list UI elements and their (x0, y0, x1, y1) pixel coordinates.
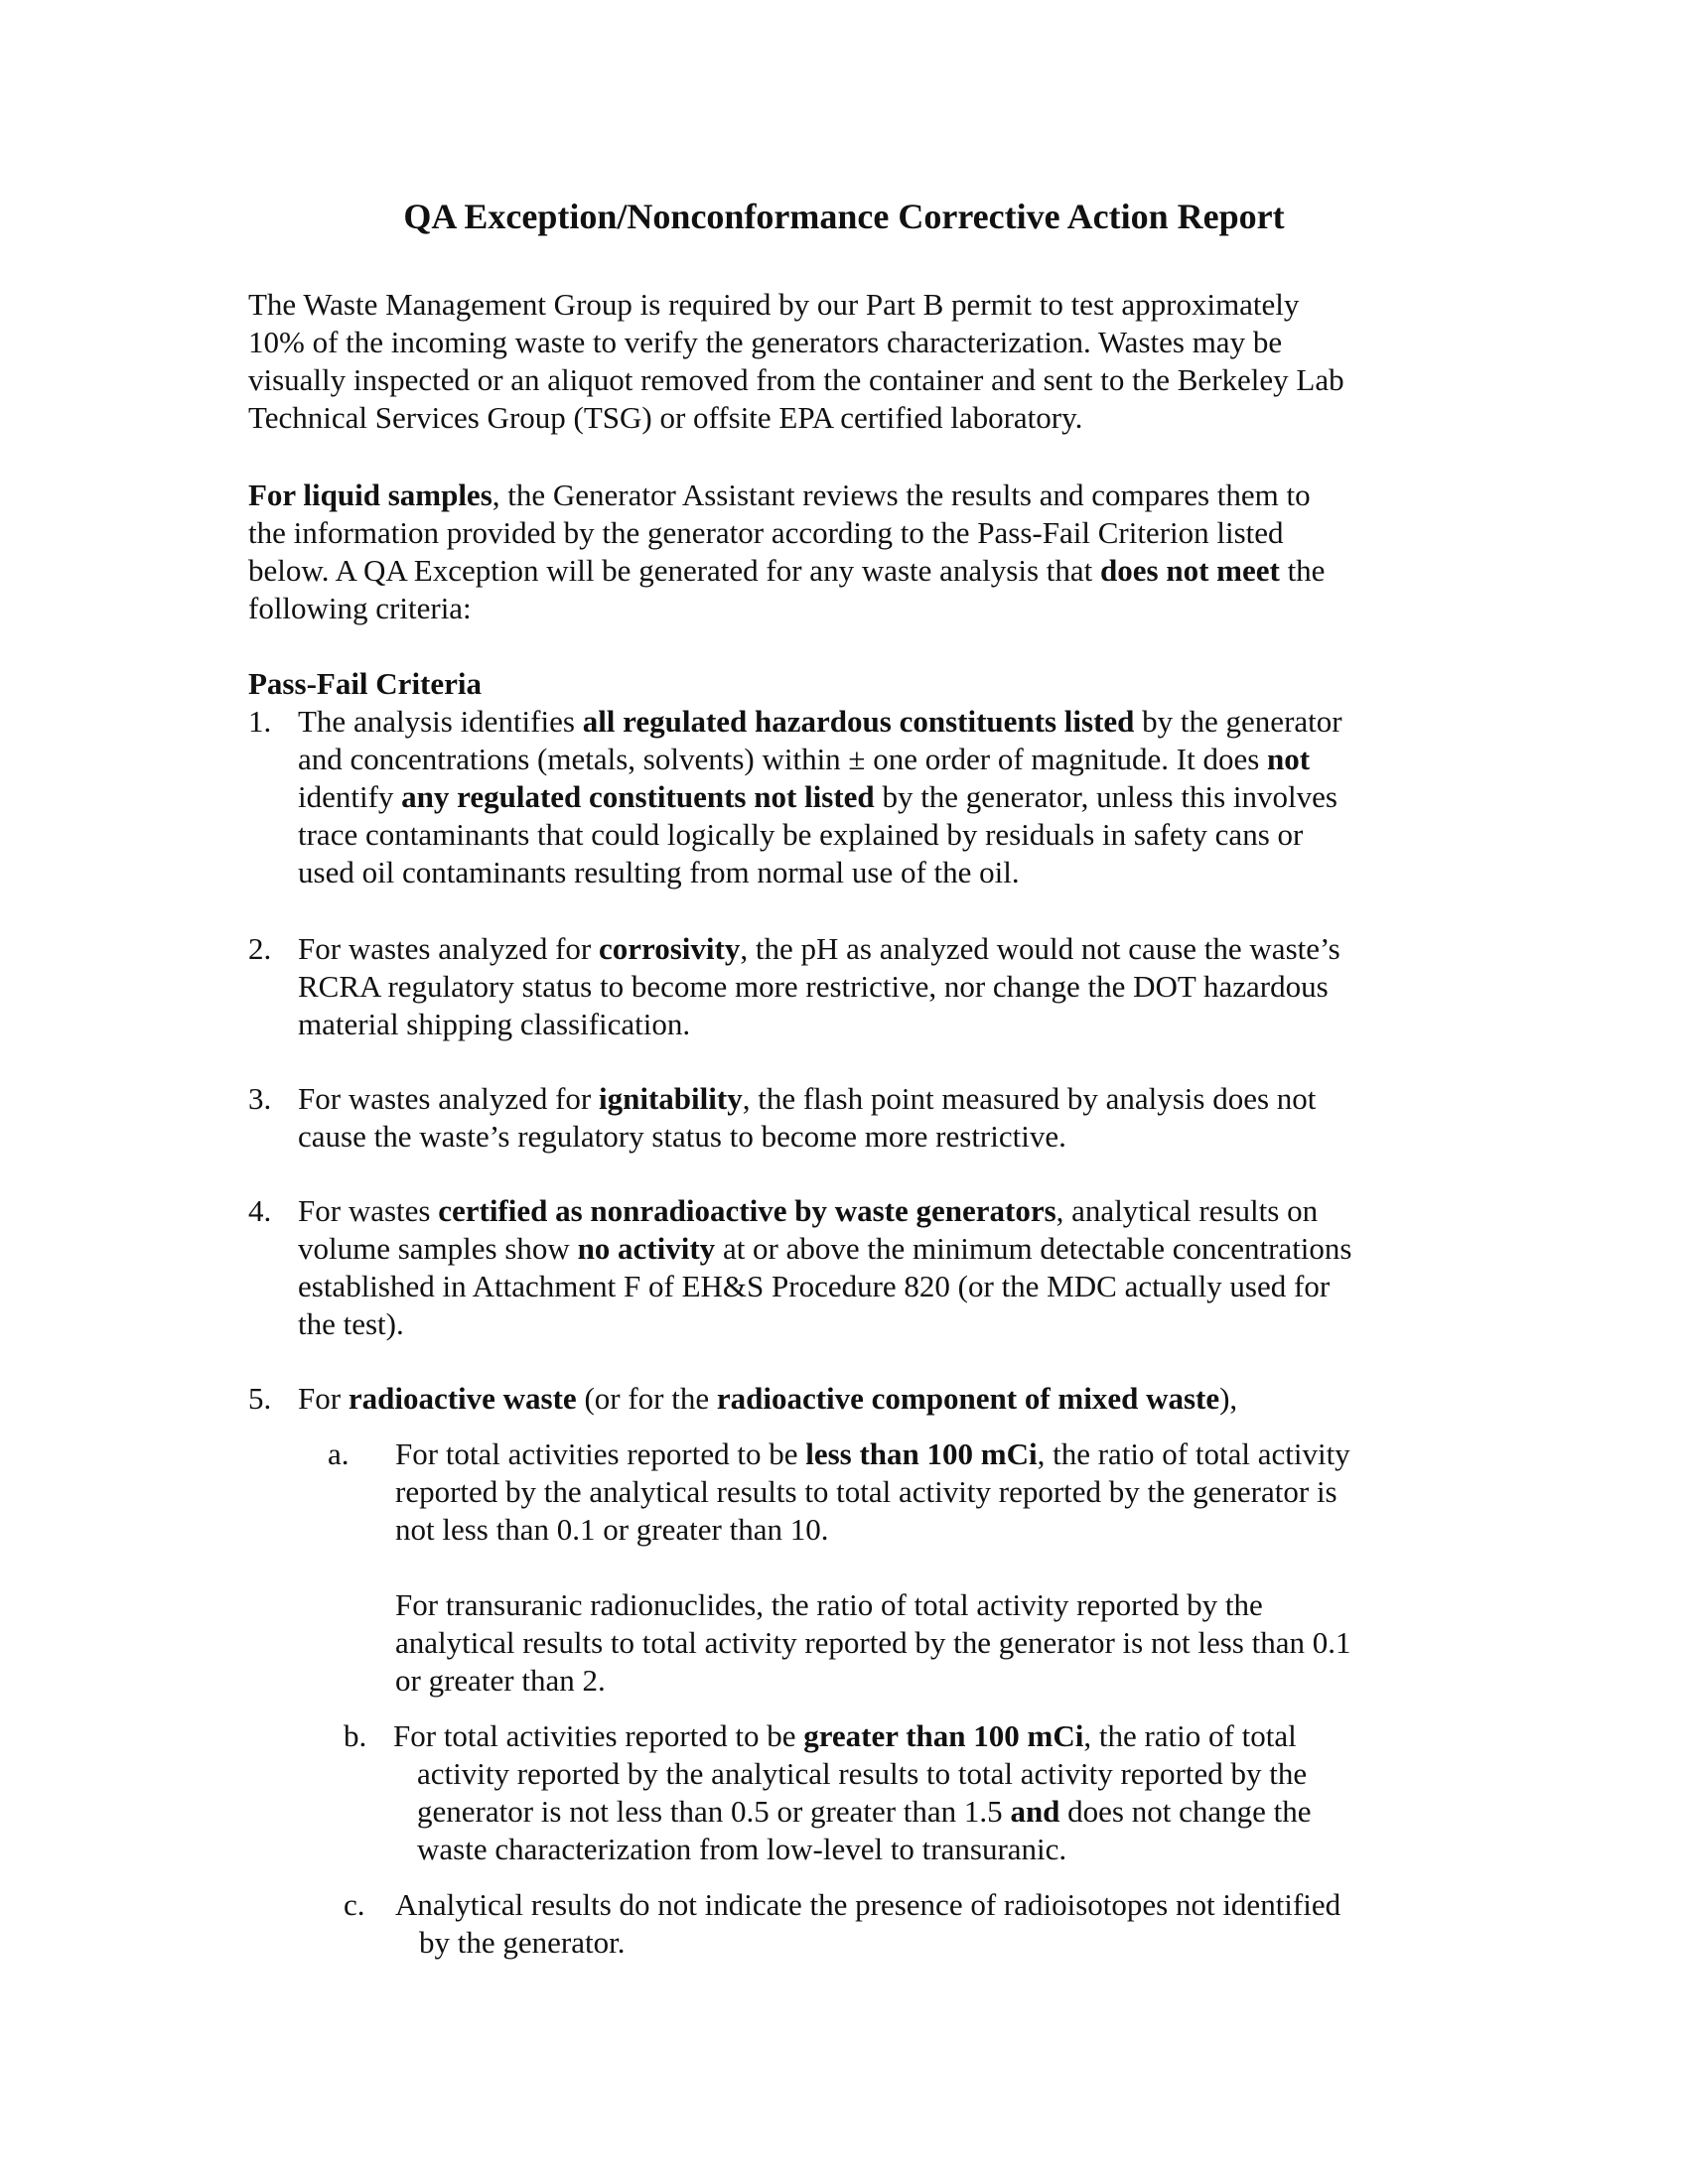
item-line: analytical results to total activity reported by the generator is not less than 0.1 (395, 1625, 1351, 1660)
subitem-label: a. (328, 1436, 350, 1471)
liquid-text: below. A QA Exception will be generated for any waste analysis that (248, 553, 1101, 588)
intro-line: Technical Services Group (TSG) or offsite EPA certified laboratory. (248, 400, 1083, 435)
item-line: used oil contaminants resulting from normal use of the oil. (298, 855, 1020, 889)
criteria-item-1 (298, 703, 1342, 891)
item-line: RCRA regulatory status to become more restrictive, nor change the DOT hazardous (298, 969, 1329, 1004)
item-bold: greater than 100 mCi (803, 1718, 1084, 1753)
liquid-text: the (1279, 553, 1326, 588)
item-bold: radioactive waste (348, 1381, 577, 1416)
item-number: 1. (248, 704, 272, 739)
item-line (298, 703, 1342, 741)
liquid-bold-lead: For liquid samples (248, 478, 492, 512)
item-number: 4. (248, 1193, 272, 1228)
criteria-heading (248, 665, 482, 703)
liquid-line (248, 477, 1325, 514)
intro-paragraph (248, 286, 1344, 437)
item-bold: ignitability (599, 1081, 743, 1116)
item-line (395, 1435, 1350, 1473)
page-title: QA Exception/Nonconformance Corrective Action Report (403, 197, 1285, 236)
item-text: , the pH as analyzed would not cause the waste’s (740, 931, 1340, 966)
item-text: does not change the (1059, 1794, 1312, 1829)
criteria-subitem-b (393, 1717, 1312, 1868)
item-text: , the ratio of total (1083, 1718, 1297, 1753)
item-number: 3. (248, 1081, 272, 1116)
item-text: The analysis identifies (298, 704, 583, 739)
item-line (298, 778, 1342, 816)
item-bold: all regulated hazardous constituents listed (582, 704, 1135, 739)
item-number: 5. (248, 1381, 272, 1416)
item-line (298, 741, 1342, 778)
item-text: ), (1219, 1381, 1238, 1416)
criteria-item-4 (298, 1192, 1352, 1343)
liquid-line (248, 552, 1325, 590)
item-text: by the generator, unless this involves (874, 779, 1337, 814)
item-text: (or for the (576, 1381, 717, 1416)
item-text: For total activities reported to be (395, 1436, 806, 1471)
item-line: reported by the analytical results to total activity reported by the generator is (395, 1474, 1337, 1509)
item-line: For transuranic radionuclides, the ratio of total activity reported by the (395, 1587, 1263, 1622)
item-line: waste characterization from low-level to transuranic. (417, 1832, 1067, 1866)
item-line: activity reported by the analytical results to total activity reported by the (417, 1756, 1308, 1791)
item-text: For wastes (298, 1193, 439, 1228)
item-line (393, 1793, 1312, 1831)
item-line: not less than 0.1 or greater than 10. (395, 1512, 829, 1547)
item-line (393, 1717, 1312, 1755)
item-text: For wastes analyzed for (298, 931, 600, 966)
item-text: and concentrations (metals, solvents) within ± one order of magnitude. It does (298, 742, 1268, 776)
item-line: the test). (298, 1306, 404, 1341)
item-text: volume samples show (298, 1231, 578, 1266)
item-text: For (298, 1381, 349, 1416)
item-line: or greater than 2. (395, 1663, 606, 1698)
item-bold: and (1010, 1794, 1060, 1829)
item-bold: corrosivity (599, 931, 741, 966)
criteria-subitem-a (395, 1435, 1350, 1549)
item-line (298, 1080, 1316, 1118)
item-line: established in Attachment F of EH&S Procedure 820 (or the MDC actually used for (298, 1269, 1331, 1303)
item-text: by the generator (1134, 704, 1342, 739)
intro-line: The Waste Management Group is required by our Part B permit to test approximately (248, 287, 1300, 322)
item-line (298, 1192, 1352, 1230)
subitem-label: b. (344, 1718, 367, 1753)
liquid-samples-paragraph (248, 477, 1325, 627)
criteria-item-3 (298, 1080, 1316, 1156)
item-text: identify (298, 779, 402, 814)
item-text: , the flash point measured by analysis does not (742, 1081, 1317, 1116)
item-line: material shipping classification. (298, 1007, 691, 1041)
item-text: at or above the minimum detectable concentrations (715, 1231, 1352, 1266)
criteria-subitem-c (395, 1886, 1340, 1962)
item-text: For wastes analyzed for (298, 1081, 600, 1116)
item-bold: certified as nonradioactive by waste generators (438, 1193, 1056, 1228)
item-number: 2. (248, 931, 272, 966)
criteria-heading-text: Pass-Fail Criteria (248, 666, 483, 701)
item-bold: radioactive component of mixed waste (716, 1381, 1220, 1416)
criteria-item-2 (298, 930, 1340, 1043)
item-line (298, 1380, 1237, 1418)
item-bold: not (1267, 742, 1311, 776)
item-line (298, 930, 1340, 968)
item-line: by the generator. (419, 1925, 626, 1960)
liquid-text: , the Generator Assistant reviews the results and compares them to (492, 478, 1311, 512)
item-text: , analytical results on (1055, 1193, 1319, 1228)
liquid-line: the information provided by the generator according to the Pass-Fail Criterion listed (248, 515, 1284, 550)
item-line: trace contaminants that could logically be explained by residuals in safety cans or (298, 817, 1304, 852)
item-line (298, 1230, 1352, 1268)
item-text: For total activities reported to be (393, 1718, 804, 1753)
item-line: Analytical results do not indicate the presence of radioisotopes not identified (395, 1887, 1341, 1922)
item-line: cause the waste’s regulatory status to become more restrictive. (298, 1119, 1066, 1154)
criteria-item-5 (298, 1380, 1237, 1418)
intro-line: visually inspected or an aliquot removed from the container and sent to the Berkeley Lab (248, 362, 1344, 397)
liquid-bold: does not meet (1100, 553, 1280, 588)
liquid-line: following criteria: (248, 591, 472, 625)
item-bold: any regulated constituents not listed (401, 779, 875, 814)
subitem-label: c. (344, 1887, 365, 1922)
item-text: generator is not less than 0.5 or greater than 1.5 (417, 1794, 1011, 1829)
item-text: , the ratio of total activity (1037, 1436, 1350, 1471)
intro-line: 10% of the incoming waste to verify the generators characterization. Wastes may be (248, 325, 1283, 359)
criteria-subitem-a-transuranic (395, 1586, 1350, 1700)
item-bold: less than 100 mCi (805, 1436, 1038, 1471)
item-bold: no activity (577, 1231, 716, 1266)
